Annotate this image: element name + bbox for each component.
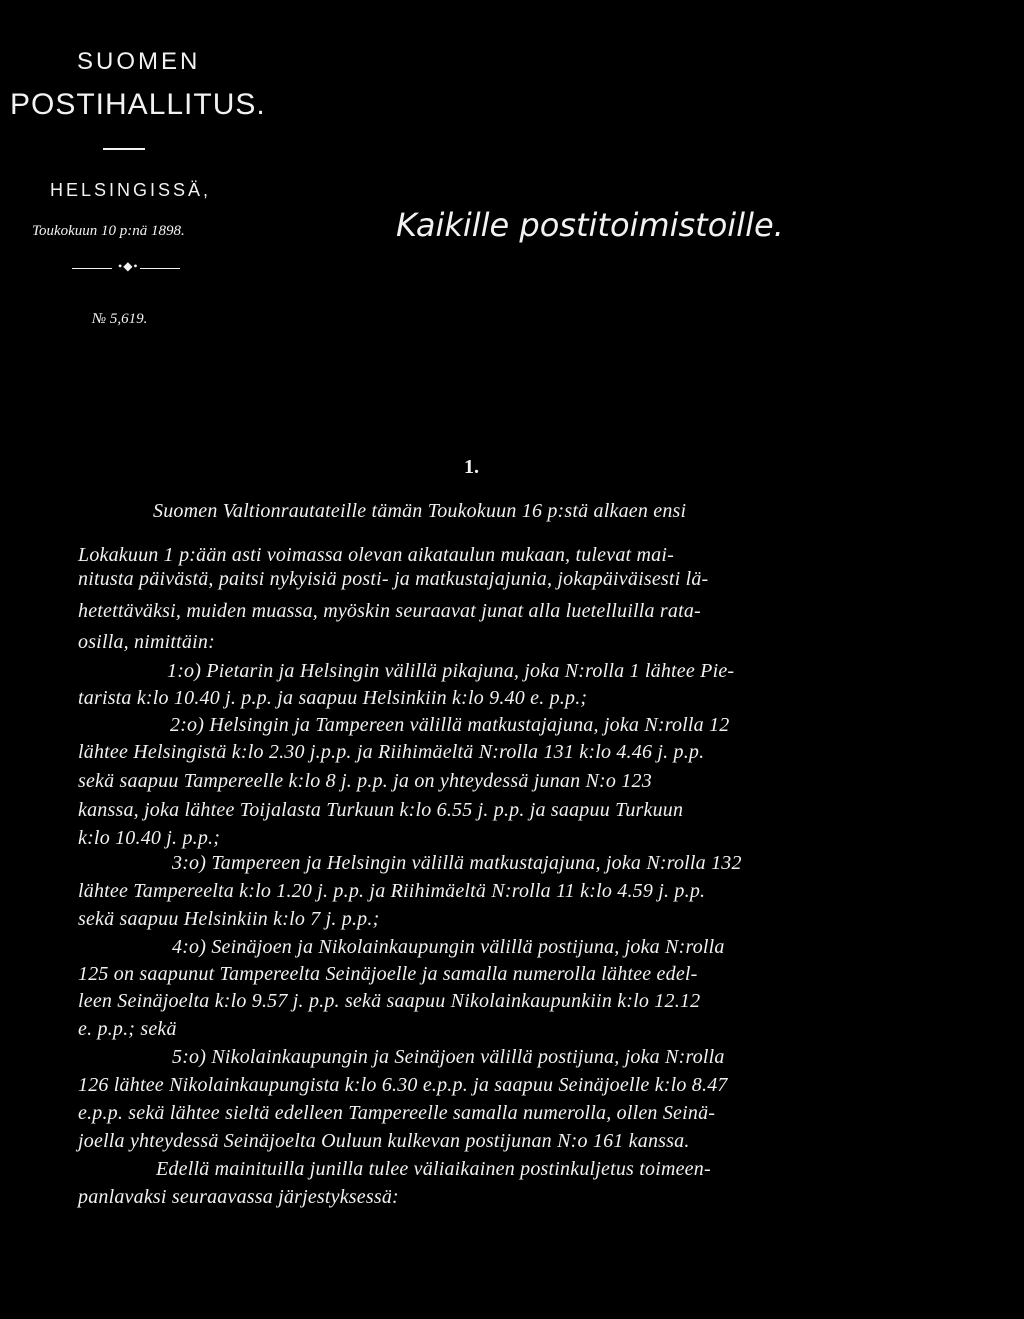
body-line: 3:o) Tampereen ja Helsingin välillä matkustajajuna, joka N:rolla 132 [172, 852, 742, 874]
body-line: hetettäväksi, muiden muassa, myöskin seuraavat junat alla luetelluilla rata- [78, 600, 701, 622]
body-line: Edellä mainituilla junilla tulee väliaikainen postinkuljetus toimeen- [156, 1158, 711, 1180]
city: HELSINGISSÄ, [50, 180, 212, 200]
body-line: sekä saapuu Tampereelle k:lo 8 j. p.p. ja on yhteydessä junan N:o 123 [78, 770, 652, 792]
body-line: panlavaksi seuraavassa järjestyksessä: [78, 1186, 399, 1208]
ornament-line-right [140, 268, 180, 269]
body-line: lähtee Helsingistä k:lo 2.30 j.p.p. ja Riihimäeltä N:rolla 131 k:lo 4.46 j. p.p. [78, 741, 705, 763]
body-line: 1:o) Pietarin ja Helsingin välillä pikajuna, joka N:rolla 1 lähtee Pie- [167, 660, 735, 682]
header-divider [103, 148, 145, 150]
body-line: 5:o) Nikolainkaupungin ja Seinäjoen välillä postijuna, joka N:rolla [172, 1046, 725, 1068]
body-line: osilla, nimittäin: [78, 631, 215, 653]
ornament-divider [72, 259, 180, 274]
ornament-glyph: •◆• [118, 259, 139, 273]
body-line: sekä saapuu Helsinkiin k:lo 7 j. p.p.; [78, 908, 380, 930]
body-line: tarista k:lo 10.40 j. p.p. ja saapuu Helsinkiin k:lo 9.40 e. p.p.; [78, 687, 588, 709]
body-line: 4:o) Seinäjoen ja Nikolainkaupungin välillä postijuna, joka N:rolla [172, 936, 725, 958]
body-line: 2:o) Helsingin ja Tampereen välillä matkustajajuna, joka N:rolla 12 [170, 714, 730, 736]
org-name-line2: POSTIHALLITUS. [10, 88, 266, 121]
document-number: № 5,619. [92, 311, 148, 327]
addressee: Kaikille postitoimistoille. [396, 206, 784, 244]
body-line: lähtee Tampereelta k:lo 1.20 j. p.p. ja Riihimäeltä N:rolla 11 k:lo 4.59 j. p.p. [78, 880, 706, 902]
body-line: k:lo 10.40 j. p.p.; [78, 827, 221, 849]
body-line: e. p.p.; sekä [78, 1018, 177, 1040]
org-name-line1: SUOMEN [77, 48, 201, 75]
body-line: 125 on saapunut Tampereelta Seinäjoelle ja samalla numerolla lähtee edel- [78, 963, 698, 985]
body-line: nitusta päivästä, paitsi nykyisiä posti- ja matkustajajunia, jokapäiväisesti lä- [78, 568, 709, 590]
date: Toukokuun 10 p:nä 1898. [32, 223, 185, 239]
body-line: 126 lähtee Nikolainkaupungista k:lo 6.30 e.p.p. ja saapuu Seinäjoelle k:lo 8.47 [78, 1074, 728, 1096]
body-line: joella yhteydessä Seinäjoelta Ouluun kulkevan postijunan N:o 161 kanssa. [78, 1130, 690, 1152]
body-line: Suomen Valtionrautateille tämän Toukokuun 16 p:stä alkaen ensi [153, 500, 687, 522]
ornament-line-left [72, 268, 112, 269]
body-line: leen Seinäjoelta k:lo 9.57 j. p.p. sekä saapuu Nikolainkaupunkiin k:lo 12.12 [78, 990, 701, 1012]
section-number: 1. [464, 456, 479, 478]
body-line: kanssa, joka lähtee Toijalasta Turkuun k:lo 6.55 j. p.p. ja saapuu Turkuun [78, 799, 684, 821]
body-line: e.p.p. sekä lähtee sieltä edelleen Tampereelle samalla numerolla, ollen Seinä- [78, 1102, 716, 1124]
body-line: Lokakuun 1 p:ään asti voimassa olevan aikataulun mukaan, tulevat mai- [78, 544, 674, 566]
